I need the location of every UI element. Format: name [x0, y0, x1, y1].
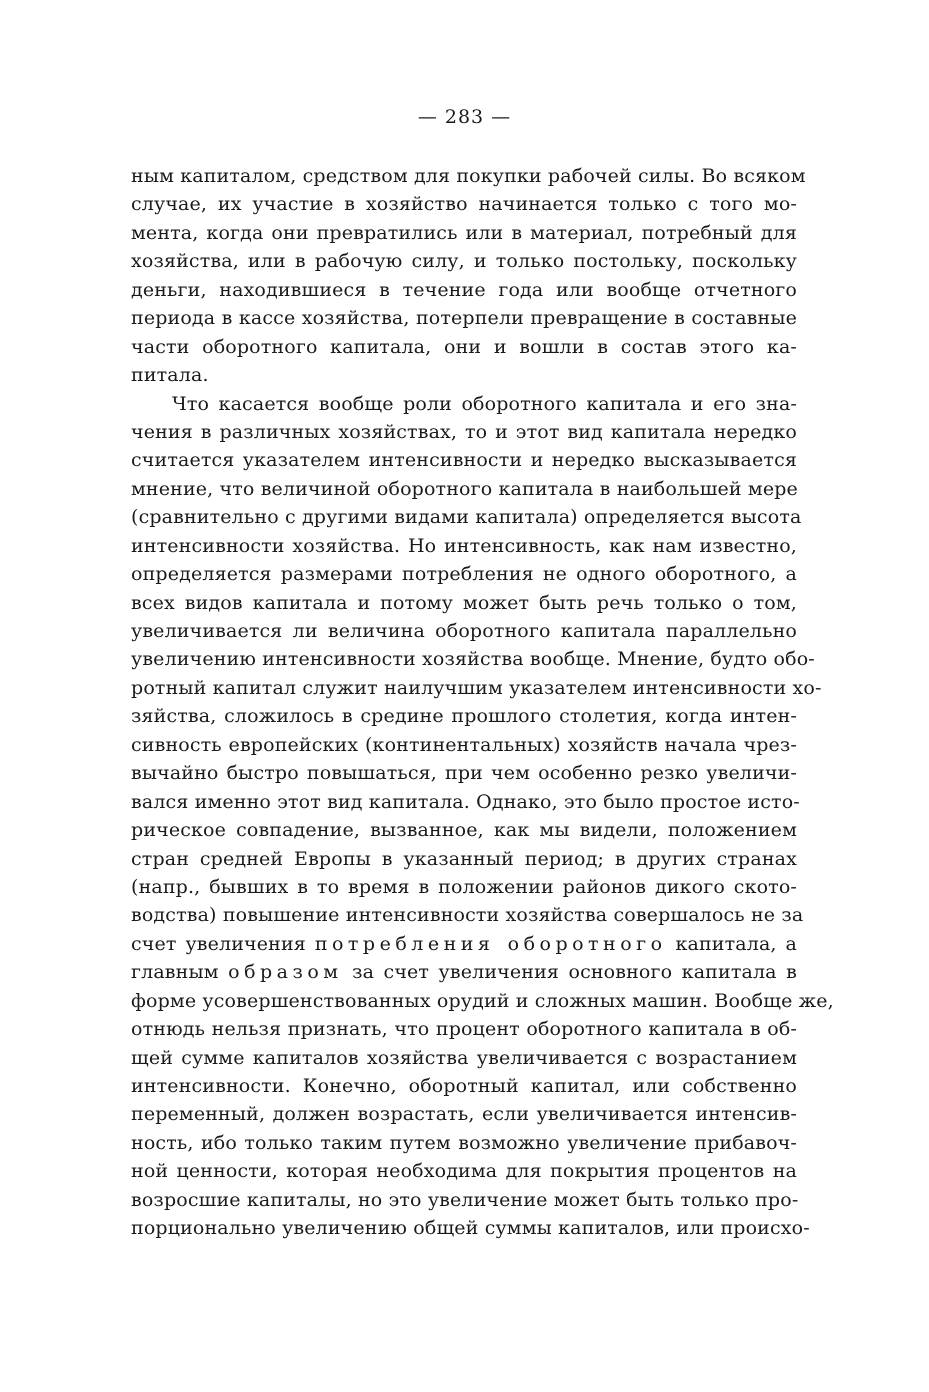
text-line: (сравнительно с другими видами капитала) определяется высота	[131, 506, 802, 529]
text-segment: счет увеличения	[131, 932, 306, 955]
text-line: переменный, должен возрастать, если увеличивается интенсив-	[131, 1103, 797, 1126]
paragraph-1	[131, 162, 806, 390]
text-segment: главным	[131, 961, 219, 984]
text-line: интенсивности. Конечно, оборотный капитал, или собственно	[131, 1075, 797, 1097]
body-text	[131, 162, 834, 1243]
text-line: (напр., бывших в то время в положении районов дикого ското-	[131, 875, 797, 898]
text-line: порционально увеличению общей суммы капиталов, или происхо-	[131, 1217, 810, 1240]
text-line: стран средней Европы в указанный период; в других странах	[131, 847, 797, 870]
text-line: ным капиталом, средством для покупки рабочей силы. Во всяком	[131, 165, 806, 187]
text-line: щей сумме капиталов хозяйства увеличивается с возрастанием	[131, 1046, 797, 1069]
text-line: вычайно быстро повышаться, при чем особенно резко увеличи-	[131, 762, 797, 785]
text-line: мнение, что величиной оборотного капитала в наибольшей мере	[131, 477, 798, 500]
text-line: деньги, находившиеся в течение года или вообще отчетного	[131, 278, 797, 301]
text-line: ность, ибо только таким путем возможно увеличение прибавоч-	[131, 1131, 797, 1154]
text-line: вался именно этот вид капитала. Однако, это было простое исто-	[131, 790, 800, 813]
text-line: интенсивности хозяйства. Но интенсивность, как нам известно,	[131, 534, 797, 557]
text-line: форме усовершенствованных орудий и сложных машин. Вообще же,	[131, 989, 834, 1012]
text-line: определяется размерами потребления не одного оборотного, а	[131, 563, 797, 586]
text-line: части оборотного капитала, они и вошли в состав этого ка-	[131, 335, 797, 358]
spaced-emphasis: потребления оборотного	[314, 932, 667, 955]
text-line: ротный капитал служит наилучшим указателем интенсивности хо-	[131, 676, 822, 699]
text-line: хозяйства, или в рабочую силу, и только постольку, поскольку	[131, 250, 797, 273]
spaced-emphasis: образом	[228, 961, 343, 984]
text-line: чения в различных хозяйствах, то и этот вид капитала нередко	[131, 420, 797, 443]
page-number: — 283 —	[417, 106, 512, 128]
text-line: зяйства, сложилось в средине прошлого столетия, когда интен-	[131, 705, 797, 728]
text-line: сивность европейских (континентальных) хозяйств начала чрез-	[131, 733, 797, 756]
text-line: мента, когда они превратились или в материал, потребный для	[131, 221, 797, 244]
text-line: водства) повышение интенсивности хозяйства совершалось не за	[131, 904, 804, 927]
text-line-emphasis	[131, 930, 797, 958]
text-line: увеличению интенсивности хозяйства вообще. Мнение, будто обо-	[131, 648, 815, 671]
text-line: Что касается вообще роли оборотного капитала и его зна-	[172, 392, 797, 415]
text-segment: за счет увеличения основного капитала в	[352, 961, 797, 984]
text-line: питала.	[131, 364, 209, 387]
text-line: увеличивается ли величина оборотного капитала параллельно	[131, 620, 797, 642]
text-line: считается указателем интенсивности и нередко высказывается	[131, 449, 797, 472]
text-line: случае, их участие в хозяйство начинается только с того мо-	[131, 193, 797, 216]
text-line: всех видов капитала и потому может быть речь только о том,	[131, 591, 797, 614]
text-line: периода в кассе хозяйства, потерпели превращение в составные	[131, 307, 797, 330]
text-line-emphasis	[131, 958, 797, 986]
text-line: ной ценности, которая необходима для покрытия процентов на	[131, 1160, 797, 1183]
paragraph-2	[131, 390, 834, 1243]
text-line: рическое совпадение, вызванное, как мы видели, положением	[131, 819, 797, 842]
text-line: отнюдь нельзя признать, что процент оборотного капитала в об-	[131, 1018, 797, 1041]
text-line: возросшие капиталы, но это увеличение может быть только про-	[131, 1188, 799, 1211]
text-segment: капитала, а	[675, 932, 797, 955]
